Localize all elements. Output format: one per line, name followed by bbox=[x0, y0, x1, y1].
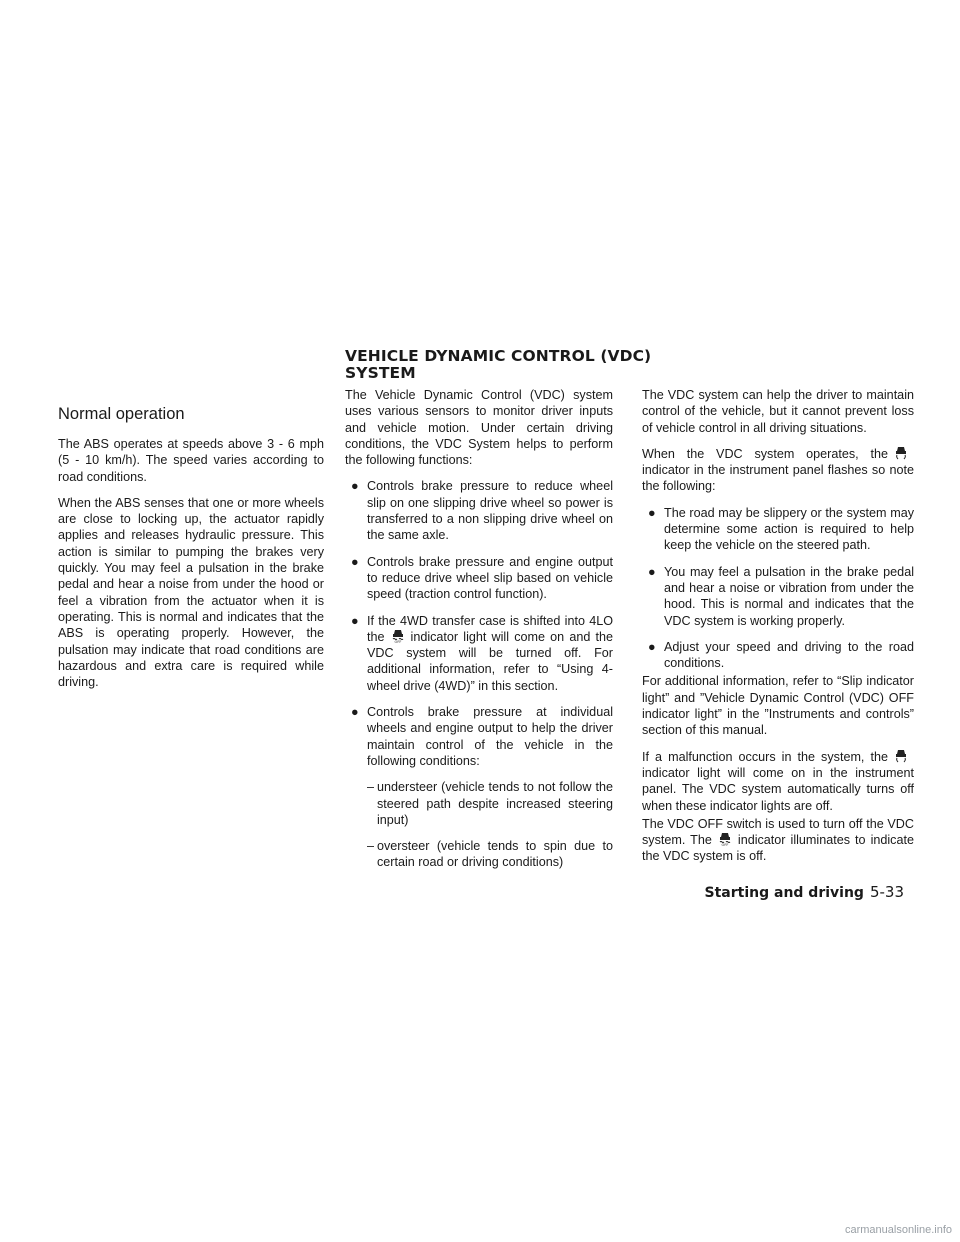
column-2 bbox=[345, 387, 613, 881]
paragraph: The Vehicle Dynamic Control (VDC) system uses various sensors to monitor driver inputs and vehicle motion. Under certain driving conditions, the VDC System helps to perform the following functions: bbox=[345, 388, 613, 468]
bullet-item bbox=[345, 554, 613, 603]
dash-item bbox=[345, 779, 613, 828]
text-run: indicator illuminates to indicate the VDC system is off. bbox=[642, 833, 914, 864]
section-heading bbox=[345, 348, 665, 382]
footer-section-title: Starting and driving bbox=[704, 885, 864, 901]
bullet-text: You may feel a pulsation in the brake pedal and hear a noise or vibration from under the hood. This is normal and indicates that the VDC system is working properly. bbox=[664, 564, 914, 628]
bullet-mark: ● bbox=[648, 639, 656, 654]
dash-text: oversteer (vehicle tends to spin due to certain road or driving conditions) bbox=[377, 839, 613, 870]
bullet-text: Adjust your speed and driving to the road conditions. bbox=[664, 639, 914, 671]
dash-text: understeer (vehicle tends to not follow the steered path despite increased steering input) bbox=[377, 780, 613, 827]
section-heading-line2: SYSTEM bbox=[345, 364, 416, 382]
bullet-mark: ● bbox=[648, 505, 656, 520]
dash-mark: – bbox=[367, 780, 375, 795]
paragraph: The ABS operates at speeds above 3 - 6 mph (5 - 10 km/h). The speed varies according to road conditions. bbox=[58, 437, 324, 484]
svg-text:OFF: OFF bbox=[721, 843, 729, 847]
bullet-item bbox=[345, 478, 613, 543]
bullet-mark: ● bbox=[351, 554, 359, 569]
watermark: carmanualsonline.info bbox=[844, 1224, 952, 1236]
paragraph bbox=[642, 446, 914, 495]
bullet-mark: ● bbox=[351, 613, 359, 628]
slip-indicator-icon bbox=[892, 749, 910, 763]
bullet-text: Controls brake pressure at individual wheels and engine output to help the driver maintain control of the vehicle in the following conditions: bbox=[367, 705, 613, 768]
paragraph bbox=[642, 816, 914, 865]
paragraph: For additional information, refer to “Slip indicator light” and ”Vehicle Dynamic Control (VDC) OFF indicator light” in the ”Instruments and controls” section of this manual. bbox=[642, 674, 914, 738]
bullet-text: Controls brake pressure to reduce wheel slip on one slipping drive wheel so power is transferred to a non slipping drive wheel on the same axle. bbox=[367, 479, 613, 543]
page-footer bbox=[705, 883, 904, 901]
bullet-text: indicator light will come on and the VDC system will be turned off. For additional information, refer to “Using 4-wheel drive (4WD)” in this section. bbox=[367, 629, 613, 693]
bullet-text: If the 4WD transfer case is shifted into 4LO the bbox=[367, 613, 613, 644]
text-run: When the VDC system operates, the bbox=[642, 446, 888, 461]
dash-item bbox=[345, 838, 613, 871]
page-number: 5-33 bbox=[869, 883, 904, 901]
column-1 bbox=[58, 404, 324, 700]
bullet-mark: ● bbox=[648, 564, 656, 579]
bullet-text: The road may be slippery or the system may determine some action is required to help keep the vehicle on the steered path. bbox=[664, 505, 914, 553]
bullet-item bbox=[345, 613, 613, 694]
text-run: The VDC OFF switch is used to turn off the VDC bbox=[642, 816, 914, 831]
paragraph: The VDC system can help the driver to maintain control of the vehicle, but it cannot prevent loss of vehicle control in all driving situations. bbox=[642, 388, 914, 435]
slip-indicator-icon bbox=[892, 446, 910, 460]
vdc-off-indicator-icon bbox=[716, 832, 734, 846]
bullet-item bbox=[642, 639, 914, 672]
dash-mark: – bbox=[367, 839, 375, 854]
svg-text:OFF: OFF bbox=[394, 639, 401, 643]
bullet-text: Controls brake pressure and engine output to reduce drive wheel slip based on vehicle speed (traction control function). bbox=[367, 554, 613, 602]
text-run: If a malfunction occurs in the system, the bbox=[642, 749, 888, 764]
bullet-mark: ● bbox=[351, 479, 359, 494]
bullet-item bbox=[642, 505, 914, 554]
section-heading-line1: VEHICLE DYNAMIC CONTROL (VDC) bbox=[345, 347, 652, 365]
text-run: indicator in the instrument panel flashes so note the following: bbox=[642, 463, 914, 494]
column-3 bbox=[642, 387, 914, 875]
paragraph: When the ABS senses that one or more wheels are close to locking up, the actuator rapidly applies and releases hydraulic pressure. This action is similar to pumping the brakes very quickly. You may feel a pulsation in the brake pedal and hear a noise from under the hood or feel a vibration from the actuator when it is operating. This is normal and indicates that the ABS is operating properly. However, the pulsation may indicate that road conditions are hazardous and extra care is required while driving. bbox=[58, 495, 324, 690]
paragraph bbox=[642, 749, 914, 814]
sub-heading-normal-operation: Normal operation bbox=[58, 405, 185, 423]
bullet-item bbox=[642, 564, 914, 629]
text-run: system. The bbox=[642, 833, 712, 848]
bullet-mark: ● bbox=[351, 705, 359, 720]
text-run: indicator light will come on in the instrument panel. The VDC system automatically turns off when these indicator lights are off. bbox=[642, 765, 914, 813]
vdc-off-indicator-icon bbox=[389, 629, 407, 643]
bullet-item bbox=[345, 704, 613, 769]
